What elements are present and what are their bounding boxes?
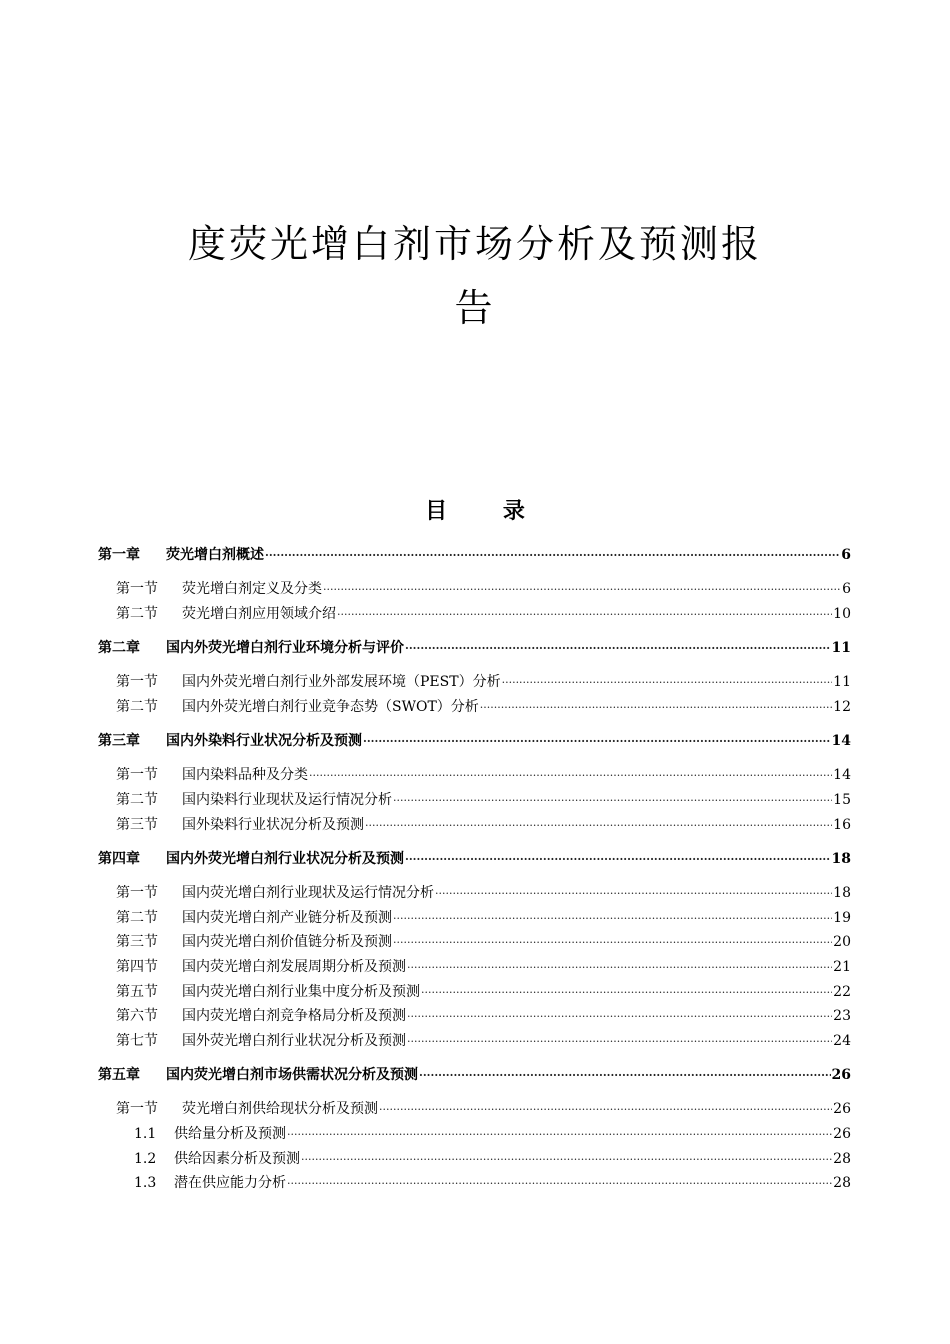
toc-entry-section[interactable] xyxy=(98,696,851,721)
document-title-line-1: 度荧光增白剂市场分析及预测报 xyxy=(187,222,762,266)
toc-entry-number: 第六节 xyxy=(116,1008,158,1025)
toc-dot-leader xyxy=(265,549,840,562)
toc-entry-sub[interactable] xyxy=(98,1148,851,1173)
toc-entry-text: 荧光增白剂定义及分类 xyxy=(182,581,322,597)
toc-page-number: 11 xyxy=(833,674,851,691)
document-title xyxy=(95,212,855,340)
toc-entry-number: 第二节 xyxy=(116,791,158,808)
toc-entry-section[interactable] xyxy=(98,814,851,839)
toc-entry-label xyxy=(116,1005,406,1025)
toc-entry-text: 国内荧光增白剂市场供需状况分析及预测 xyxy=(166,1067,418,1084)
toc-entry-section[interactable] xyxy=(98,1030,851,1055)
toc-entry-number: 第四章 xyxy=(98,851,140,868)
toc-entry-section[interactable] xyxy=(98,907,851,932)
toc-entry-number: 第三节 xyxy=(116,816,158,833)
toc-page-number: 6 xyxy=(841,547,851,563)
toc-entry-text: 国内荧光增白剂价值链分析及预测 xyxy=(182,934,392,951)
toc-entry-label xyxy=(116,814,364,834)
toc-entry-text: 国外染料行业状况分析及预测 xyxy=(182,816,364,833)
toc-entry-label xyxy=(116,696,479,716)
toc-entry-number: 1.3 xyxy=(134,1175,157,1192)
toc-entry-number: 第一章 xyxy=(98,547,140,563)
toc-entry-label xyxy=(116,1098,378,1118)
toc-entry-label xyxy=(116,882,434,902)
toc-entry-number: 第一节 xyxy=(116,581,158,597)
toc-entry-text: 国内外荧光增白剂行业竞争态势（SWOT）分析 xyxy=(182,698,479,715)
toc-page-number: 26 xyxy=(831,1067,851,1084)
toc-page-number: 19 xyxy=(833,909,851,926)
toc-entry-section[interactable] xyxy=(98,789,851,814)
toc-entry-chapter[interactable] xyxy=(98,730,851,754)
toc-page-number: 28 xyxy=(833,1175,851,1192)
toc-entry-number: 1.2 xyxy=(134,1150,157,1167)
toc-page-number: 26 xyxy=(833,1125,851,1142)
toc-entry-label xyxy=(116,1030,406,1050)
toc-entry-section[interactable] xyxy=(98,1005,851,1030)
toc-entry-number: 第三章 xyxy=(98,733,140,750)
toc-page-number: 16 xyxy=(833,816,851,833)
toc-page-number: 14 xyxy=(833,767,851,784)
toc-entry-label xyxy=(98,544,264,564)
toc-entry-number: 第四节 xyxy=(116,958,158,975)
toc-entry-text: 国内染料品种及分类 xyxy=(182,767,308,784)
toc-entry-chapter[interactable] xyxy=(98,848,851,872)
toc-entry-number: 第二节 xyxy=(116,605,158,622)
toc-entry-text: 国内荧光增白剂发展周期分析及预测 xyxy=(182,958,406,975)
table-of-contents xyxy=(98,544,851,1197)
toc-dot-leader xyxy=(323,583,841,596)
toc-dot-leader xyxy=(379,1103,832,1116)
toc-entry-text: 供给量分析及预测 xyxy=(174,1125,286,1142)
toc-entry-section[interactable] xyxy=(98,764,851,789)
toc-entry-label xyxy=(116,789,392,809)
toc-entry-number: 第一节 xyxy=(116,674,158,691)
toc-dot-leader xyxy=(363,735,831,748)
toc-entry-section[interactable] xyxy=(98,1098,851,1123)
toc-entry-number: 第七节 xyxy=(116,1032,158,1049)
toc-entry-label xyxy=(116,603,336,623)
toc-entry-section[interactable] xyxy=(98,882,851,907)
toc-entry-chapter[interactable] xyxy=(98,1064,851,1088)
toc-entry-text: 荧光增白剂概述 xyxy=(166,547,264,563)
toc-dot-leader xyxy=(407,961,832,974)
toc-entry-text: 国内外荧光增白剂行业状况分析及预测 xyxy=(166,851,404,868)
toc-entry-text: 荧光增白剂应用领域介绍 xyxy=(182,605,336,622)
toc-entry-number: 第五章 xyxy=(98,1067,140,1084)
toc-entry-text: 国内荧光增白剂行业现状及运行情况分析 xyxy=(182,885,434,902)
toc-entry-label xyxy=(134,1172,286,1192)
toc-entry-section[interactable] xyxy=(98,981,851,1006)
toc-entry-text: 国内荧光增白剂行业集中度分析及预测 xyxy=(182,983,420,1000)
toc-dot-leader xyxy=(287,1177,832,1190)
toc-entry-text: 国外荧光增白剂行业状况分析及预测 xyxy=(182,1032,406,1049)
toc-dot-leader xyxy=(287,1128,832,1141)
toc-entry-chapter[interactable] xyxy=(98,637,851,661)
toc-page-number: 18 xyxy=(833,885,851,902)
toc-entry-text: 国内染料行业现状及运行情况分析 xyxy=(182,791,392,808)
toc-entry-sub[interactable] xyxy=(98,1172,851,1197)
toc-entry-text: 供给因素分析及预测 xyxy=(174,1150,300,1167)
toc-dot-leader xyxy=(393,936,832,949)
toc-entry-section[interactable] xyxy=(98,578,851,603)
toc-entry-label xyxy=(116,764,308,784)
toc-entry-number: 第一节 xyxy=(116,885,158,902)
toc-entry-number: 第二节 xyxy=(116,698,158,715)
toc-page-number: 22 xyxy=(833,983,851,1000)
toc-page-number: 24 xyxy=(833,1032,851,1049)
toc-page-number: 28 xyxy=(833,1150,851,1167)
toc-page-number: 10 xyxy=(833,605,851,622)
toc-entry-label xyxy=(98,637,404,657)
toc-entry-label xyxy=(116,981,420,1001)
toc-entry-text: 国内荧光增白剂产业链分析及预测 xyxy=(182,909,392,926)
toc-dot-leader xyxy=(309,769,832,782)
document-title-line-2: 告 xyxy=(454,286,496,330)
toc-page-number: 23 xyxy=(833,1008,851,1025)
toc-entry-label xyxy=(116,907,392,927)
toc-entry-number: 1.1 xyxy=(134,1125,157,1142)
toc-entry-label xyxy=(116,671,501,691)
toc-page-number: 15 xyxy=(833,791,851,808)
toc-dot-leader xyxy=(405,642,831,655)
toc-dot-leader xyxy=(393,912,832,925)
toc-entry-text: 国内外荧光增白剂行业环境分析与评价 xyxy=(166,640,404,657)
toc-entry-chapter[interactable] xyxy=(98,544,851,568)
toc-entry-number: 第一节 xyxy=(116,1101,158,1118)
toc-page-number: 6 xyxy=(842,581,851,597)
toc-entry-label xyxy=(134,1123,286,1143)
toc-entry-number: 第二章 xyxy=(98,640,140,657)
toc-entry-section[interactable] xyxy=(98,603,851,628)
toc-heading: 目 录 xyxy=(425,498,549,524)
toc-dot-leader xyxy=(301,1153,832,1166)
toc-dot-leader xyxy=(407,1035,832,1048)
toc-entry-text: 国内外染料行业状况分析及预测 xyxy=(166,733,362,750)
toc-entry-label xyxy=(116,956,406,976)
toc-dot-leader xyxy=(393,794,832,807)
toc-entry-text: 荧光增白剂供给现状分析及预测 xyxy=(182,1101,378,1118)
toc-page-number: 20 xyxy=(833,934,851,951)
toc-dot-leader xyxy=(435,887,832,900)
toc-dot-leader xyxy=(480,701,832,714)
toc-dot-leader xyxy=(502,676,833,689)
toc-entry-number: 第一节 xyxy=(116,767,158,784)
toc-page-number: 21 xyxy=(833,958,851,975)
toc-entry-section[interactable] xyxy=(98,956,851,981)
toc-dot-leader xyxy=(419,1069,831,1082)
toc-dot-leader xyxy=(365,819,832,832)
toc-entry-label xyxy=(98,848,404,868)
toc-entry-label xyxy=(134,1148,300,1168)
toc-entry-label xyxy=(98,730,362,750)
toc-page-number: 14 xyxy=(831,733,851,750)
toc-entry-section[interactable] xyxy=(98,931,851,956)
toc-dot-leader xyxy=(337,608,832,621)
toc-entry-label xyxy=(116,578,322,598)
toc-entry-text: 国内荧光增白剂竞争格局分析及预测 xyxy=(182,1008,406,1025)
toc-page-number: 18 xyxy=(831,851,851,868)
toc-entry-label xyxy=(116,931,392,951)
toc-dot-leader xyxy=(405,853,831,866)
toc-entry-section[interactable] xyxy=(98,671,851,696)
toc-entry-number: 第三节 xyxy=(116,934,158,951)
toc-page-number: 11 xyxy=(831,640,851,657)
toc-entry-number: 第五节 xyxy=(116,983,158,1000)
toc-entry-number: 第二节 xyxy=(116,909,158,926)
toc-page-number: 26 xyxy=(833,1101,851,1118)
toc-entry-text: 潜在供应能力分析 xyxy=(174,1175,286,1192)
toc-entry-label xyxy=(98,1064,418,1084)
toc-entry-text: 国内外荧光增白剂行业外部发展环境（PEST）分析 xyxy=(182,674,501,691)
toc-dot-leader xyxy=(421,986,832,999)
toc-dot-leader xyxy=(407,1010,832,1023)
toc-entry-sub[interactable] xyxy=(98,1123,851,1148)
toc-page-number: 12 xyxy=(833,698,851,715)
